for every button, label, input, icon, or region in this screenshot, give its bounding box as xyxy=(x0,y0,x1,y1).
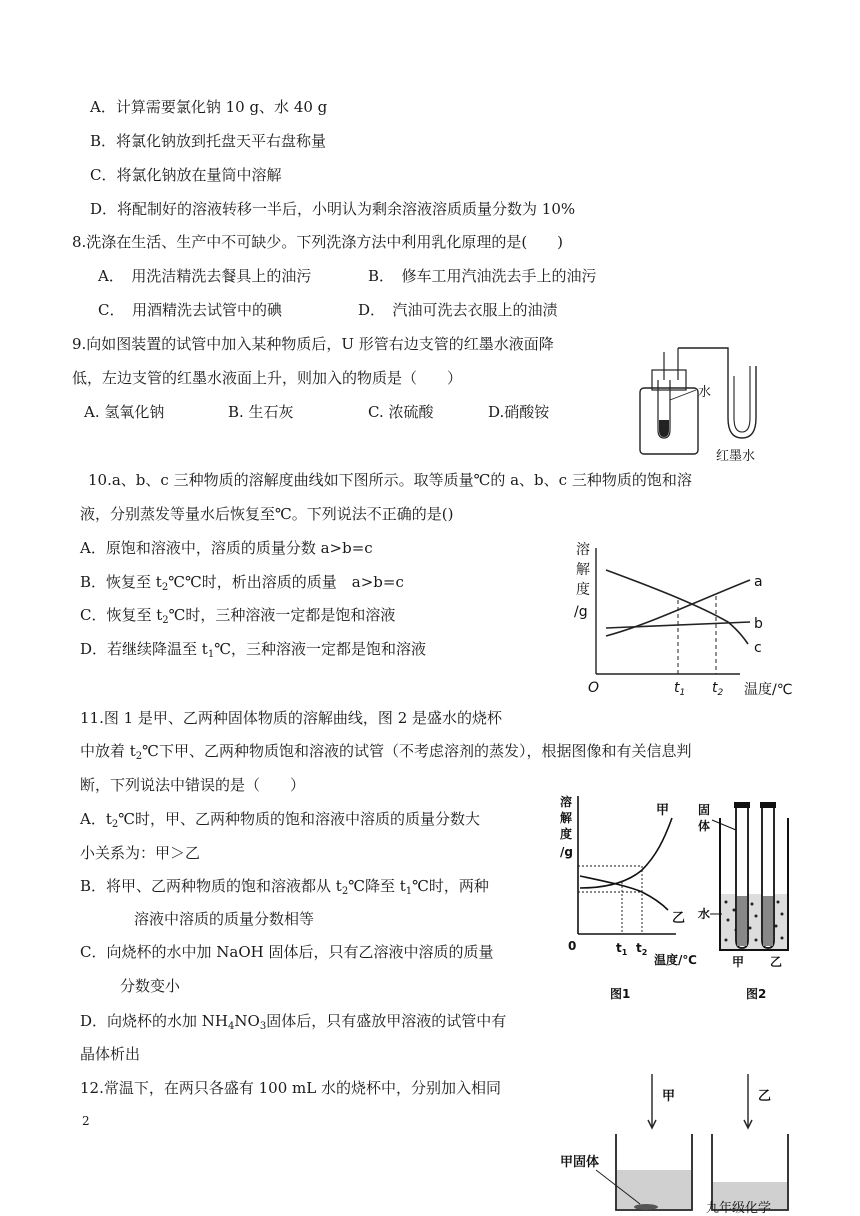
q7-option-b: B．将氯化钠放到托盘天平右盘称量 xyxy=(90,132,327,150)
q11-option-c-line1: C．向烧杯的水中加 NaOH 固体后，只有乙溶液中溶质的质量 xyxy=(80,943,494,961)
q11-stem-line3: 断，下列说法中错误的是（ ） xyxy=(80,776,306,794)
t1-label: $t_1$ xyxy=(674,680,686,698)
fig1-y-label-2: 解 xyxy=(560,811,573,825)
stopper-yi xyxy=(760,802,776,808)
t2-label: $t_2$ xyxy=(712,680,724,698)
q9-option-c: C. 浓硫酸 xyxy=(368,403,434,421)
label-a: a xyxy=(754,574,763,590)
fig1-label-jia: 甲 xyxy=(656,803,670,818)
q8-option-d: D． 汽油可洗去衣服上的油渍 xyxy=(358,301,558,319)
beaker-left-water xyxy=(617,1170,691,1209)
y-axis-label-1: 溶 xyxy=(576,542,590,558)
fig1-t1-label: $t_1$ xyxy=(616,941,628,957)
q9-option-b: B. 生石灰 xyxy=(228,403,294,421)
fig1-y-label-3: 度 xyxy=(560,827,573,841)
solution-jia xyxy=(737,896,747,946)
y-axis-label-4: /g xyxy=(574,604,588,620)
label-c: c xyxy=(754,640,762,656)
q7-option-c: C．将氯化钠放在量筒中溶解 xyxy=(90,166,282,184)
y-axis-label-2: 解 xyxy=(576,562,590,578)
q9-option-a: A. 氢氧化钠 xyxy=(84,403,165,421)
q7-option-d: D．将配制好的溶液转移一半后，小明认为剩余溶液溶质质量分数为 10% xyxy=(90,200,576,218)
q10-option-d: D．若继续降温至 $t_1℃$，三种溶液一定都是饱和溶液 xyxy=(80,640,426,660)
q10-option-a: A．原饱和溶液中，溶质的质量分数 a>b=c xyxy=(80,539,373,557)
water-label: 水 xyxy=(698,385,712,400)
page-number: 2 xyxy=(82,1114,90,1128)
fig1-origin: 0 xyxy=(568,939,577,953)
q10-stem-line2: 液，分别蒸发等量水后恢复至℃。下列说法不正确的是() xyxy=(80,505,454,523)
u-tube xyxy=(678,348,756,438)
fig2-water-label: 水 xyxy=(698,907,711,921)
y-axis-label-3: 度 xyxy=(576,582,590,598)
q7-option-a: A．计算需要氯化钠 10 g、水 40 g xyxy=(90,98,328,116)
fig1-caption: 图1 xyxy=(610,987,631,1001)
q10-option-b: B．恢复至 $t_2℃℃$时，析出溶质的质量 a>b=c xyxy=(80,573,404,593)
stopper-jia xyxy=(734,802,750,808)
fig2-jia-label: 甲 xyxy=(732,955,745,969)
q10-option-c: C．恢复至 $t_2℃$时，三种溶液一定都是饱和溶液 xyxy=(80,606,396,626)
origin-label: O xyxy=(588,680,600,696)
q10-stem-line1: 10.a、b、c 三种物质的溶解度曲线如下图所示。取等质量℃的 a、b、c 三种物质的饱和溶 xyxy=(88,471,692,489)
fig2-solid-pointer xyxy=(712,820,736,830)
fig1-x-label: 温度/℃ xyxy=(654,953,697,967)
arrow-yi-label: 乙 xyxy=(758,1089,772,1104)
q8-option-a: A． 用洗洁精洗去餐具上的油污 xyxy=(98,267,312,285)
q8-stem: 8.洗涤在生活、生产中不可缺少。下列洗涤方法中利用乳化原理的是( ) xyxy=(72,233,564,251)
curve-jia xyxy=(580,818,672,888)
rubber-stopper xyxy=(652,370,686,390)
q9-stem-line1: 9.向如图装置的试管中加入某种物质后，U 形管右边支管的红墨水液面降 xyxy=(72,335,554,353)
q11-stem-line1: 11.图 1 是甲、乙两种固体物质的溶解曲线，图 2 是盛水的烧杯 xyxy=(80,709,503,727)
u-tube-apparatus-figure xyxy=(630,338,780,466)
q11-option-d-line1: D．向烧杯的水加 $NH_4NO_3$固体后，只有盛放甲溶液的试管中有 xyxy=(80,1012,507,1032)
jia-solid xyxy=(634,1204,658,1210)
test-tube-substance xyxy=(659,420,669,437)
q12-beakers-figure xyxy=(556,1070,796,1216)
x-axis-label: 温度/℃ xyxy=(744,682,793,698)
q8-option-c: C． 用酒精洗去试管中的碘 xyxy=(98,301,282,319)
arrow-jia-label: 甲 xyxy=(662,1089,676,1104)
abc-solubility-chart xyxy=(570,540,806,702)
q9-stem-line2: 低，左边支管的红墨水液面上升，则加入的物质是（ ） xyxy=(72,369,463,387)
curve-c xyxy=(606,570,748,644)
jia-solid-label: 甲固体 xyxy=(560,1155,600,1170)
fig2-yi-label: 乙 xyxy=(770,955,783,969)
fig1-y-label-1: 溶 xyxy=(560,795,573,809)
red-ink-label: 红墨水 xyxy=(716,449,756,464)
q11-option-d-line2: 晶体析出 xyxy=(80,1045,141,1063)
fig2-solid-label-2: 体 xyxy=(698,819,711,833)
water-pointer-line xyxy=(670,390,696,400)
q11-option-a-line2: 小关系为：甲＞乙 xyxy=(80,844,201,862)
q8-option-b: B． 修车工用汽油洗去手上的油污 xyxy=(368,267,597,285)
fig2-caption: 图2 xyxy=(746,987,767,1000)
fig1-label-yi: 乙 xyxy=(672,911,686,926)
figure-2-beaker xyxy=(694,800,804,1000)
solution-yi xyxy=(763,896,773,946)
q11-option-a-line1: A．$t_2℃$时，甲、乙两种物质的饱和溶液中溶质的质量分数大 xyxy=(80,810,481,830)
q12-stem-line1: 12.常温下，在两只各盛有 100 mL 水的烧杯中，分别加入相同 xyxy=(80,1079,501,1097)
q11-option-b-line1: B．将甲、乙两种物质的饱和溶液都从 $t_2℃$降至 $t_1℃$时，两种 xyxy=(80,877,489,897)
q11-option-b-line2: 溶液中溶质的质量分数相等 xyxy=(134,910,315,928)
q9-option-d: D.硝酸铵 xyxy=(488,403,550,421)
fig2-solid-label-1: 固 xyxy=(698,803,711,817)
q11-option-c-line2: 分数变小 xyxy=(120,977,181,995)
label-b: b xyxy=(754,616,763,632)
watermark-text: 九年级化学 xyxy=(706,1201,772,1216)
fig1-y-label-4: /g xyxy=(560,845,573,859)
q11-stem-line2: 中放着 $t_2℃$下甲、乙两种物质饱和溶液的试管（不考虑溶剂的蒸发），根据图像和有关信息判 xyxy=(80,742,692,762)
fig1-t2-label: $t_2$ xyxy=(636,941,648,957)
